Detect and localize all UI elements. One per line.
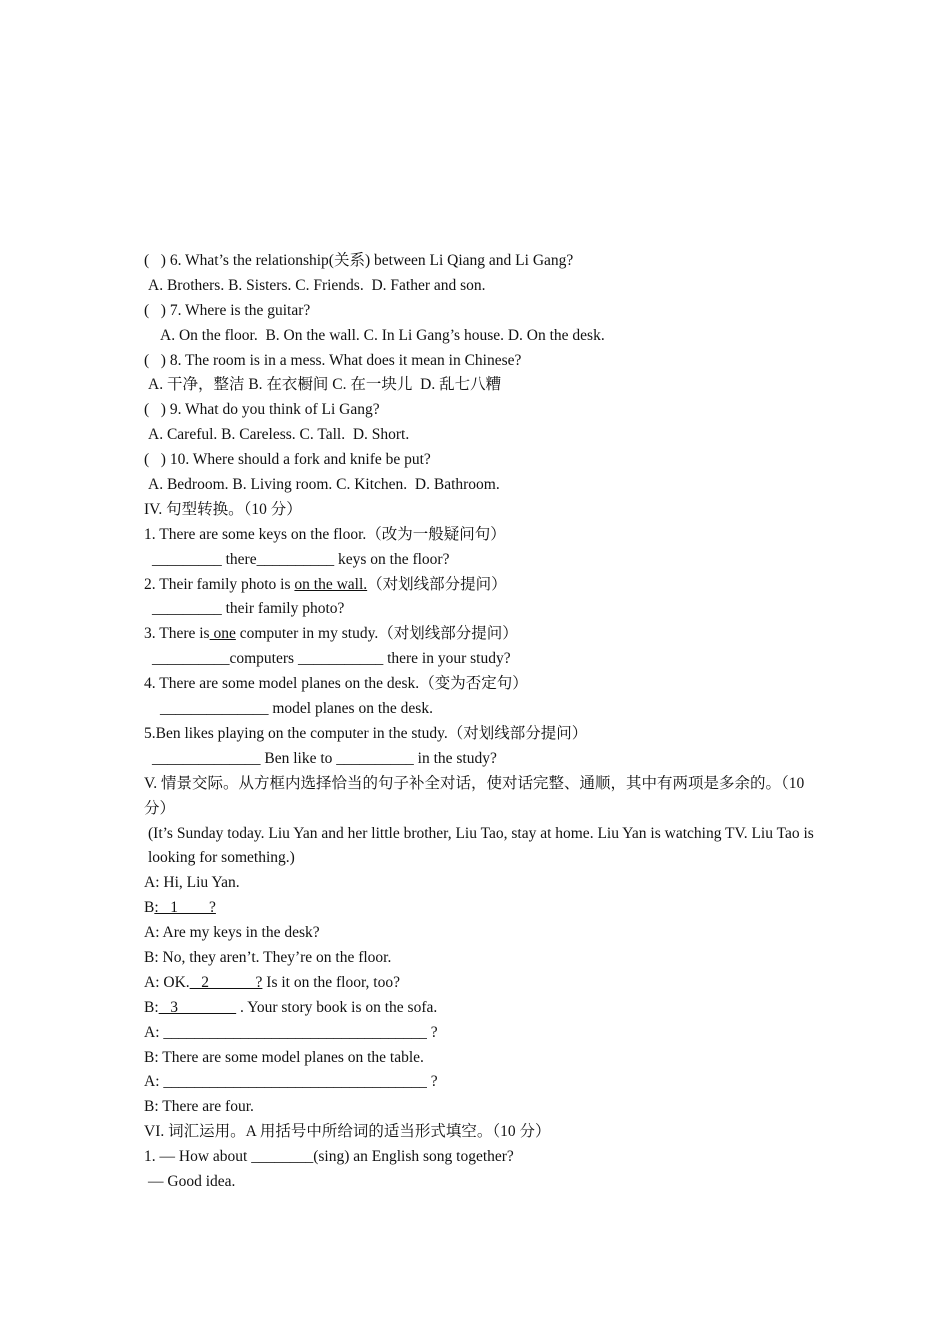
transform-answer-4: ______________ model planes on the desk. (160, 700, 433, 718)
question-10: ( ) 10. Where should a fork and knife be put? (144, 451, 431, 469)
worksheet-content (144, 249, 824, 1195)
vocab-item-1-reply: — Good idea. (148, 1173, 236, 1191)
question-6: ( ) 6. What’s the relationship(关系) between Li Qiang and Li Gang? (144, 252, 574, 269)
blank-1: : 1 ? (154, 899, 216, 917)
dialogue-context: (It’s Sunday today. Liu Yan and her little brother, Liu Tao, stay at home. Liu Yan is watching TV. Liu Tao is looking for something.) (148, 824, 814, 867)
dialogue-line-5: A: OK. 2 ? Is it on the floor, too? (144, 973, 400, 991)
dialogue-line-3: A: Are my keys in the desk? (144, 924, 320, 942)
vocab-item-1: 1. — How about ________(sing) an English song together? (144, 1148, 514, 1166)
question-9: ( ) 9. What do you think of Li Gang? (144, 401, 380, 419)
section-5-title: V. 情景交际。从方框内选择恰当的句子补全对话，使对话完整、通顺，其中有两项是多余的。（10 分） (144, 774, 805, 817)
transform-item-5: 5.Ben likes playing on the computer in the study.（对划线部分提问） (144, 724, 588, 742)
transform-item-4: 4. There are some model planes on the desk.（变为否定句） (144, 675, 528, 693)
transform-item-2: 2. Their family photo is on the wall.（对划线部分提问） (144, 575, 507, 593)
section-6-title: VI. 词汇运用。A 用括号中所给词的适当形式填空。（10 分） (144, 1123, 551, 1141)
transform-answer-3: __________computers ___________ there in your study? (152, 650, 511, 668)
question-10-options: A. Bedroom. B. Living room. C. Kitchen. D. Bathroom. (148, 476, 500, 494)
dialogue-line-8: B: There are some model planes on the table. (144, 1048, 424, 1066)
dialogue-line-2: B: 1 ? (144, 899, 216, 917)
question-7: ( ) 7. Where is the guitar? (144, 301, 311, 319)
underlined-phrase: one (209, 625, 236, 643)
transform-answer-1: _________ there__________ keys on the floor? (152, 550, 450, 568)
dialogue-line-9: A: __________________________________ ? (144, 1073, 438, 1091)
dialogue-line-7: A: __________________________________ ? (144, 1023, 438, 1041)
question-8-options: A. 干净，整洁 B. 在衣橱间 C. 在一块儿 D. 乱七八糟 (148, 376, 502, 394)
transform-item-3: 3. There is one computer in my study.（对划线部分提问） (144, 625, 518, 643)
question-9-options: A. Careful. B. Careless. C. Tall. D. Short. (148, 426, 410, 444)
underlined-phrase: on the wall. (294, 575, 368, 593)
blank-2: 2 ? (189, 973, 263, 991)
question-7-options: A. On the floor. B. On the wall. C. In Li Gang’s house. D. On the desk. (160, 326, 605, 344)
dialogue-line-4: B: No, they aren’t. They’re on the floor. (144, 949, 392, 966)
transform-answer-2: _________ their family photo? (152, 600, 345, 618)
dialogue-line-1: A: Hi, Liu Yan. (144, 874, 240, 892)
question-6-options: A. Brothers. B. Sisters. C. Friends. D. Father and son. (148, 276, 486, 294)
blank-3: 3 (158, 998, 237, 1016)
dialogue-line-10: B: There are four. (144, 1098, 254, 1116)
transform-answer-5: ______________ Ben like to __________ in the study? (152, 749, 497, 767)
transform-item-1: 1. There are some keys on the floor.（改为一般疑问句） (144, 525, 506, 543)
dialogue-line-6: B: 3 . Your story book is on the sofa. (144, 998, 438, 1016)
question-8: ( ) 8. The room is in a mess. What does it mean in Chinese? (144, 351, 522, 369)
section-4-title: IV. 句型转换。（10 分） (144, 500, 302, 518)
